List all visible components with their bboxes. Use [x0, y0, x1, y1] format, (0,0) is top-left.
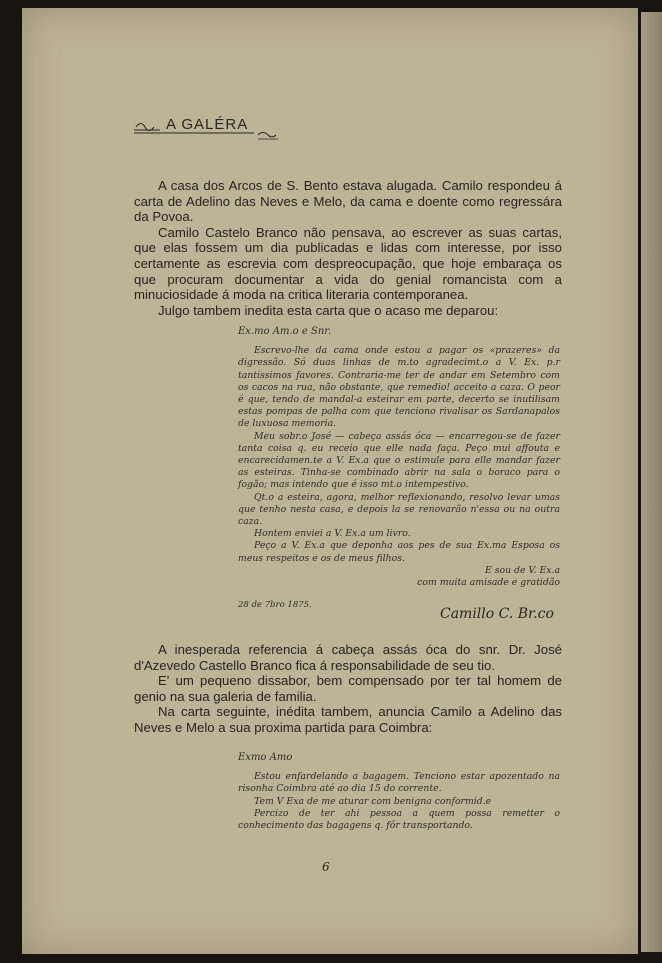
letter-salutation: Exmo Amo: [238, 752, 293, 763]
letter-two: [238, 752, 560, 832]
letter-closing: E sou de V. Ex.a: [485, 564, 560, 576]
section-heading: [134, 113, 284, 147]
letter-closing: com muita amisade e gratidão: [417, 577, 560, 589]
letter-paragraph: Estou enfardelando a bagagem. Tenciono estar apozentado na risonha Coimbra até ao dia 15 do corrente.: [238, 771, 560, 795]
letter-paragraph: Hontem enviei a V. Ex.a um livro.: [254, 528, 411, 540]
next-page-edge: [641, 12, 662, 952]
letter-paragraph: Percizo de ter ahi pessoa a quem possa remetter o conhecimento das bagagens q. fôr transportando.: [238, 807, 560, 832]
middle-paragraph: Na carta seguinte, inédita tambem, anuncia Camilo a Adelino das Neves e Melo a sua proxima partida para Coimbra:: [134, 704, 562, 735]
page-number: 6: [322, 860, 330, 874]
letter-paragraph: Meu sobr.o José — cabeça assás óca — encarregou-se de fazer tanta coisa q. eu receio que elle nada faça. Peço mui affouta e encarecidamen.te a V. Ex.a que o estimule para elle mandar fazer as esteiras. Tinha-se combinado abrir na sala o boraco para o fogão; mas intendo que é isso mt.o intempestivo.: [238, 430, 560, 491]
letter-date: 28 de 7bro 1875.: [238, 600, 312, 610]
middle-text: [134, 642, 562, 736]
letter-paragraph: Peço a V. Ex.a que deponha aos pes de sua Ex.ma Esposa os meus respeitos e os de meus filhos.: [238, 540, 560, 564]
middle-paragraph: E' um pequeno dissabor, bem compensado por ter tal homem de genio na sua galeria de familia.: [134, 673, 562, 704]
letter-paragraph: Qt.o a esteira, agora, melhor reflexionando, resolvo levar umas que tenho nesta casa, e depois la se renovarão n'essa ou na outra caza.: [238, 491, 560, 528]
intro-paragraph: Julgo tambem inedita esta carta que o acaso me deparou:: [158, 302, 499, 318]
intro-paragraph: Camilo Castelo Branco não pensava, ao escrever as suas cartas, que elas fossem um dia publicadas e lidas com interesse, por isso certamente as escrevia com despreocupação, que hoje embaraça os que procuram documentar a vida do genial romancista com a minuciosidade á moda na critica literaria contemporanea.: [134, 224, 562, 303]
section-title: A GALÉRA: [166, 116, 249, 133]
letter-paragraph: Tem V Exa de me aturar com benigna conformid.e: [254, 795, 492, 807]
letter-one: [238, 326, 560, 589]
intro-paragraph: A casa dos Arcos de S. Bento estava alugada. Camilo respondeu á carta de Adelino das Neves e Melo, da cama e doente como regressára da Povoa.: [134, 178, 562, 225]
intro-text: [134, 178, 562, 318]
middle-paragraph: A inesperada referencia á cabeça assás óca do snr. Dr. José d'Azevedo Castello Branco fica á responsabilidade de seu tio.: [134, 642, 562, 673]
letter-paragraph: Escrevo-lhe da cama onde estou a pagar os «prazeres» da digressão. Só duas linhas de m.to agradecimt.o a V. Ex. p.r tantissimos favores. Contraria-me ter de andar em Setembro com os cacos na rua, não obstante, que remedio! acceito a caza. O peor é que, tendo de mandal-a esteirar em parte, decerto se inutilisam estas pompas de palha com que tenciono rivalisar os Sardanapalos de luxuosa memoria.: [238, 345, 560, 430]
letter-signature: Camillo C. Br.co: [440, 606, 554, 622]
letter-salutation: Ex.mo Am.o e Snr.: [238, 326, 332, 337]
